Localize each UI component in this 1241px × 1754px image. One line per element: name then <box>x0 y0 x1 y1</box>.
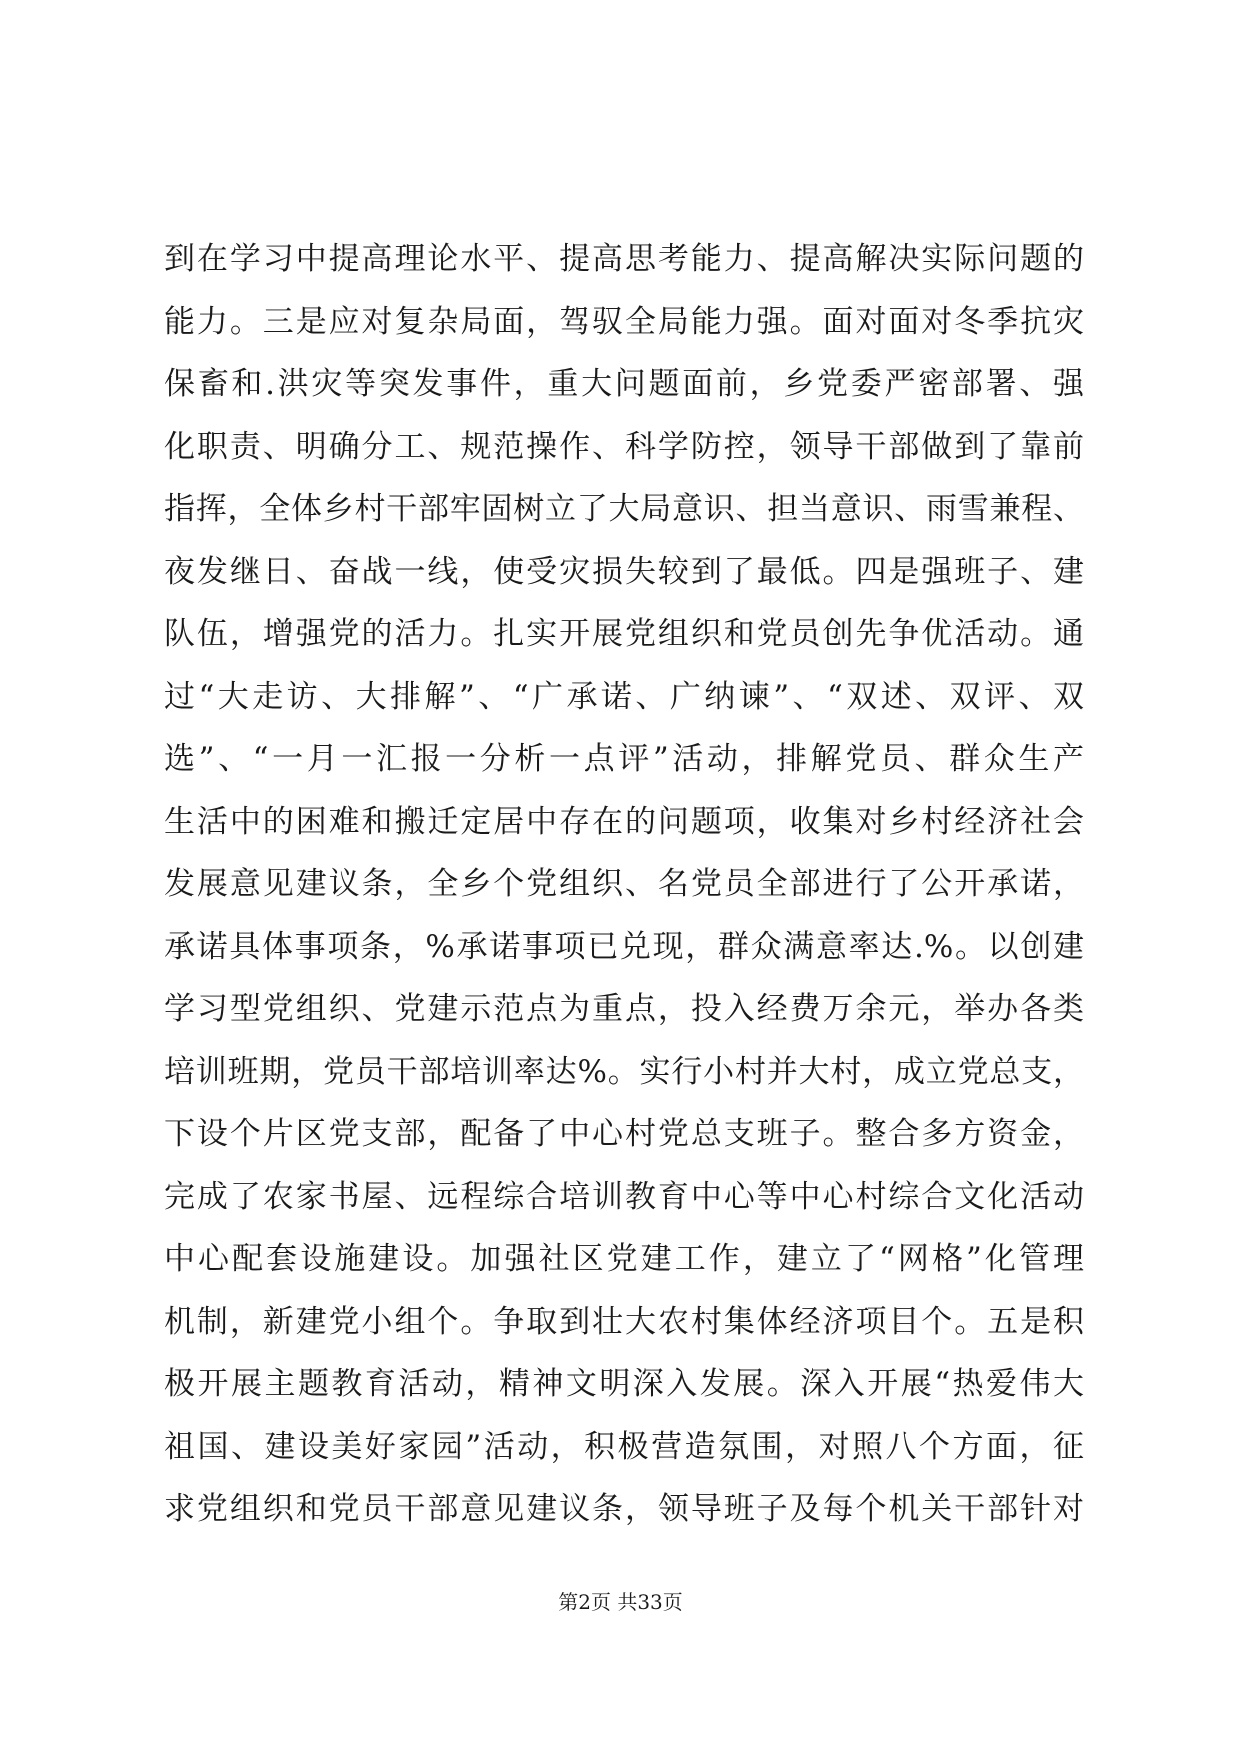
text-line: 中心配套设施建设。加强社区党建工作，建立了“网格”化管理 <box>164 1241 1084 1277</box>
text-line: 夜发继日、奋战一线，使受灾损失较到了最低。四是强班子、建 <box>164 553 1084 590</box>
text-line: 培训班期，党员干部培训率达%。实行小村并大村，成立党总支， <box>164 1053 1084 1090</box>
text-line: 到在学习中提高理论水平、提高思考能力、提高解决实际问题的 <box>164 241 1084 277</box>
body-text <box>164 228 1084 1541</box>
text-line: 化职责、明确分工、规范操作、科学防控，领导干部做到了靠前 <box>164 428 1084 465</box>
text-line: 指挥，全体乡村干部牢固树立了大局意识、担当意识、雨雪兼程、 <box>164 491 1084 527</box>
text-line: 承诺具体事项条，%承诺事项已兑现，群众满意率达.%。以创建 <box>164 928 1084 965</box>
text-line: 过“大走访、大排解”、“广承诺、广纳谏”、“双述、双评、双 <box>164 678 1084 715</box>
text-line: 下设个片区党支部，配备了中心村党总支班子。整合多方资金， <box>164 1116 1084 1152</box>
text-line: 选”、“一月一汇报一分析一点评”活动，排解党员、群众生产 <box>164 741 1084 777</box>
text-line: 祖国、建设美好家园”活动，积极营造氛围，对照八个方面，征 <box>164 1428 1084 1465</box>
text-line: 求党组织和党员干部意见建议条，领导班子及每个机关干部针对 <box>164 1491 1084 1527</box>
text-line: 保畜和.洪灾等突发事件，重大问题面前，乡党委严密部署、强 <box>164 366 1084 402</box>
text-line: 发展意见建议条，全乡个党组织、名党员全部进行了公开承诺， <box>164 866 1084 902</box>
text-line: 能力。三是应对复杂局面，驾驭全局能力强。面对面对冬季抗灾 <box>164 303 1084 340</box>
page-footer: 第2页 共33页 <box>558 1590 683 1614</box>
text-line: 学习型党组织、党建示范点为重点，投入经费万余元，举办各类 <box>164 991 1084 1027</box>
text-line: 机制，新建党小组个。争取到壮大农村集体经济项目个。五是积 <box>164 1303 1084 1340</box>
text-line: 完成了农家书屋、远程综合培训教育中心等中心村综合文化活动 <box>164 1178 1084 1215</box>
text-line: 队伍，增强党的活力。扎实开展党组织和党员创先争优活动。通 <box>164 616 1084 652</box>
text-line: 极开展主题教育活动，精神文明深入发展。深入开展“热爱伟大 <box>164 1366 1084 1402</box>
text-line: 生活中的困难和搬迁定居中存在的问题项，收集对乡村经济社会 <box>164 803 1084 840</box>
